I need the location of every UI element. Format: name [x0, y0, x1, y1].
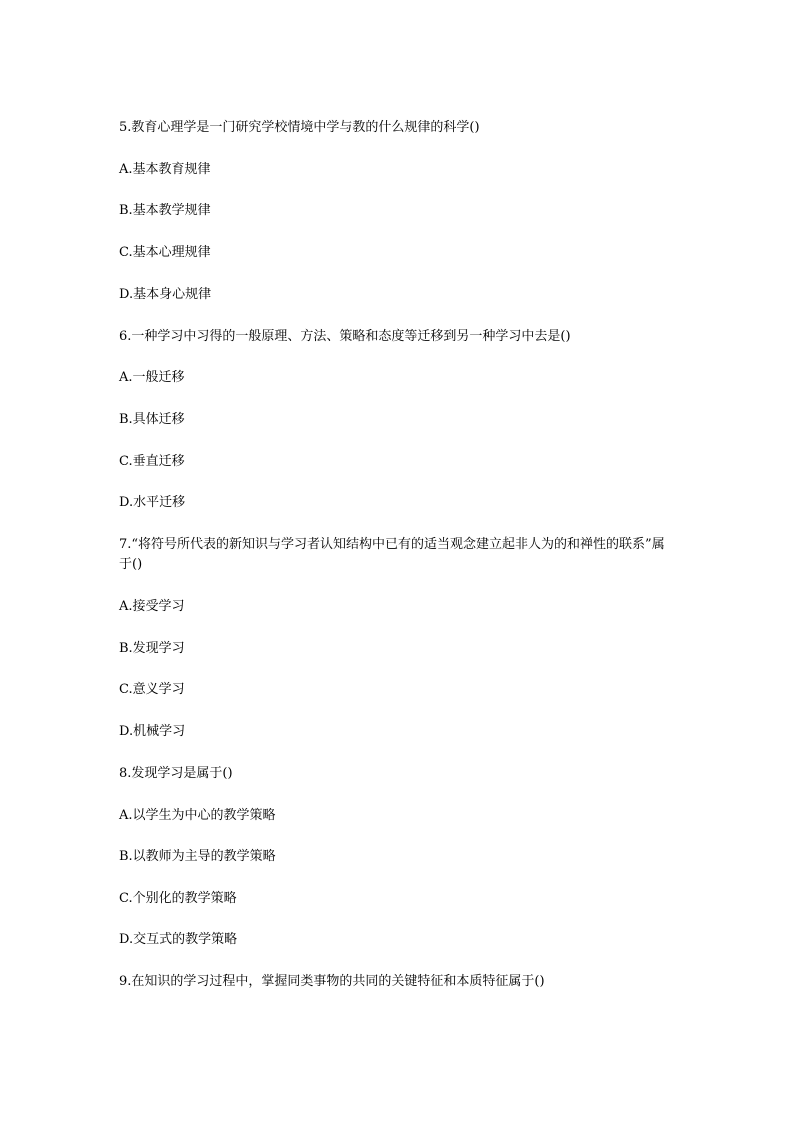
question-5-option-a: A.基本教育规律 [119, 162, 211, 177]
question-6-option-a: A.一般迁移 [119, 370, 185, 385]
question-6-option-d: D.水平迁移 [119, 495, 186, 510]
question-8-option-a: A.以学生为中心的教学策略 [119, 808, 276, 823]
question-7-option-a: A.接受学习 [119, 599, 185, 614]
question-6-stem: 6.一种学习中习得的一般原理、方法、策略和态度等迁移到另一种学习中去是() [119, 329, 571, 344]
question-8-option-c: C.个别化的教学策略 [119, 891, 237, 906]
question-5-option-c: C.基本心理规律 [119, 245, 211, 260]
question-5-stem: 5.教育心理学是一门研究学校情境中学与教的什么规律的科学() [119, 120, 480, 135]
question-7-stem: 7.“将符号所代表的新知识与学习者认知结构中已有的适当观念建立起非人为的和禅性的联系”属于() [119, 537, 665, 572]
question-6-option-b: B.具体迁移 [119, 412, 185, 427]
question-7-option-d: D.机械学习 [119, 724, 186, 739]
question-5-option-b: B.基本教学规律 [119, 203, 211, 218]
question-7-option-b: B.发现学习 [119, 641, 185, 656]
question-5-option-d: D.基本身心规律 [119, 287, 212, 302]
question-9-stem: 9.在知识的学习过程中，掌握同类事物的共同的关键特征和本质特征属于() [119, 974, 545, 989]
question-8-option-d: D.交互式的教学策略 [119, 932, 238, 947]
question-7-option-c: C.意义学习 [119, 682, 185, 697]
question-6-option-c: C.垂直迁移 [119, 454, 185, 469]
question-8-option-b: B.以教师为主导的教学策略 [119, 849, 276, 864]
question-8-stem: 8.发现学习是属于() [119, 766, 233, 781]
